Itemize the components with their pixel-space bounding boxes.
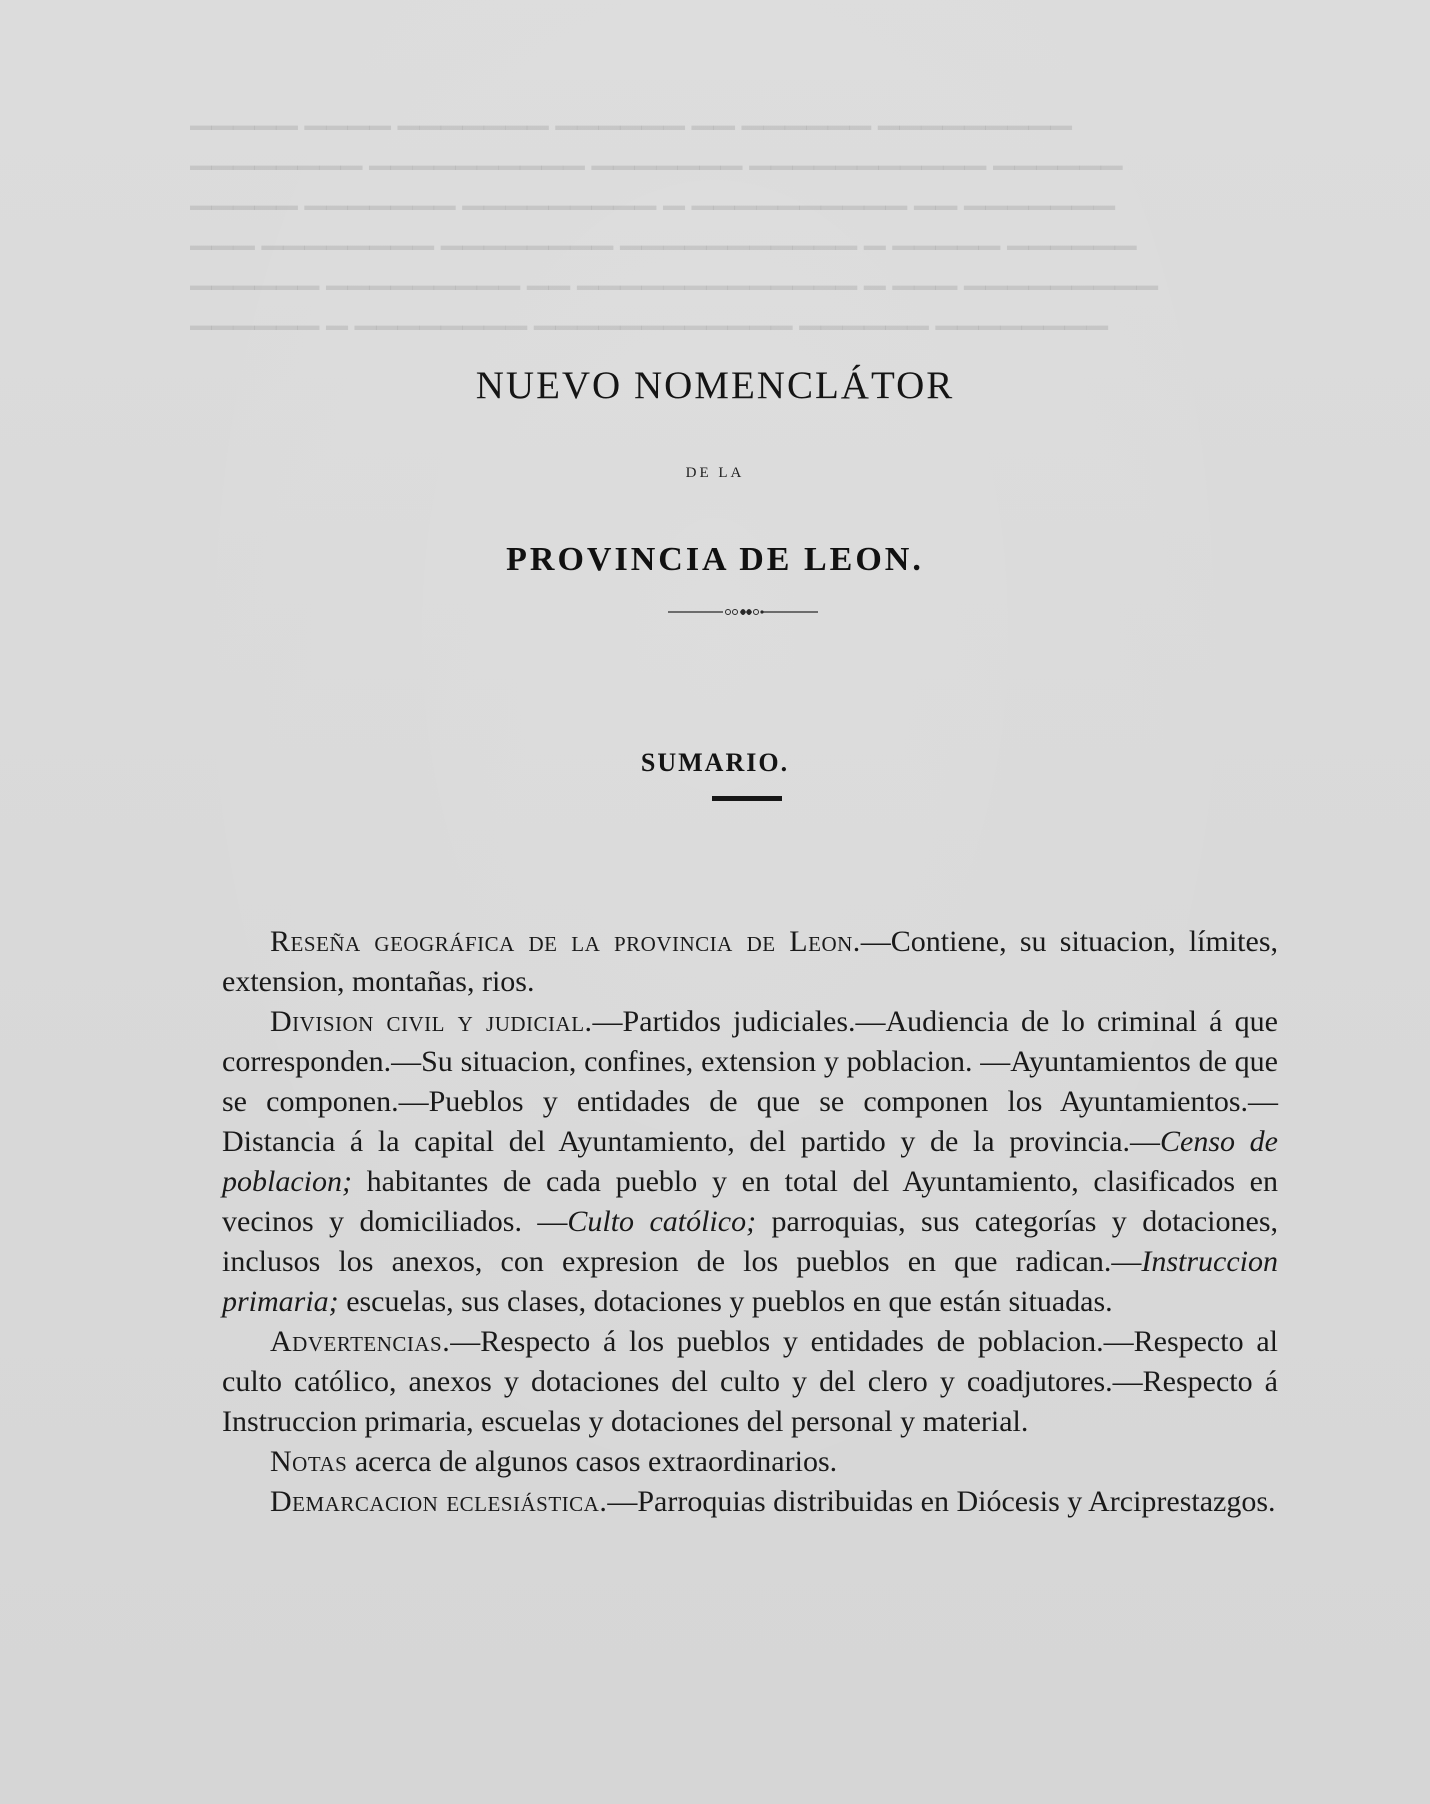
paragraph-advertencias <box>222 1322 1278 1442</box>
paragraph-lead: Reseña geográfica de la provincia de Leon. <box>270 925 861 958</box>
italic-instruccion: Instruccion primaria; <box>222 1245 1278 1318</box>
paragraph-text: parroquias, sus categorías y dotaciones, inclusos los anexos, con expresion de los pueblos en que radican.— <box>222 1205 1278 1278</box>
summary-body <box>222 922 1278 1522</box>
ornament-divider-icon <box>668 602 818 622</box>
paragraph-lead: Demarcacion eclesiástica. <box>270 1485 608 1518</box>
bleed-through-top: ▁▁▁▁▁ ▁▁▁▁ ▁▁▁▁▁▁▁ ▁▁▁▁▁▁ ▁▁ ▁▁▁▁▁▁ ▁▁▁▁▁▁▁▁▁ ▁▁▁▁▁▁▁▁ ▁▁▁▁▁▁▁▁▁▁ ▁▁▁▁▁▁▁ ▁▁▁▁▁▁▁▁▁▁▁ ▁▁▁▁▁▁ ▁▁▁▁▁ ▁▁▁▁▁▁▁ ▁▁▁▁▁▁▁▁▁ ▁ ▁▁▁▁▁▁▁▁▁▁ ▁▁ ▁▁▁▁▁▁▁ ▁▁▁ ▁▁▁▁▁▁▁▁ ▁▁▁▁▁▁▁▁ ▁▁▁▁▁▁▁▁▁▁▁ ▁ ▁▁▁▁▁ ▁▁▁▁▁▁ ▁▁▁▁▁▁ ▁▁▁▁▁▁▁▁▁ ▁▁ ▁▁▁▁▁▁▁▁▁▁▁▁▁ ▁ ▁▁▁ ▁▁▁▁▁▁▁▁▁ ▁▁▁▁▁▁ ▁ ▁▁▁▁▁▁▁▁ ▁▁▁▁▁▁▁▁▁▁▁▁ ▁▁▁▁▁▁ ▁▁▁▁▁▁▁▁ <box>190 99 1158 330</box>
heading-rule <box>712 796 782 801</box>
paragraph-notas <box>222 1442 1278 1482</box>
paragraph-division <box>222 1002 1278 1322</box>
paragraph-text: escuelas, sus clases, dotaciones y pueblos en que están situadas. <box>338 1285 1113 1318</box>
paragraph-lead: Advertencias. <box>270 1325 451 1358</box>
province-title: PROVINCIA DE LEON. <box>506 541 924 578</box>
paragraph-text: acerca de algunos casos extraordinarios. <box>347 1445 838 1478</box>
italic-culto: Culto católico; <box>567 1205 757 1238</box>
paragraph-demarcacion <box>222 1482 1278 1522</box>
paragraph-text: —Contiene, su situacion, límites, extension, montañas, rios. <box>222 925 1278 998</box>
paragraph-text: —Parroquias distribuidas en Diócesis y Arciprestazgos. <box>607 1485 1276 1518</box>
paragraph-text: —Respecto á los pueblos y entidades de poblacion.—Respecto al culto católico, anexos y dotaciones del culto y del clero y coadjutores.—Respecto á Instruccion primaria, escuelas y dotaciones del personal y material. <box>222 1325 1278 1438</box>
paragraph-resena <box>222 922 1278 1002</box>
document-title: NUEVO NOMENCLÁTOR <box>475 364 955 407</box>
paragraph-text: —Partidos judiciales.—Audiencia de lo criminal á que corresponden.—Su situacion, confines, extension y poblacion. —Ayuntamientos de que se componen.—Pueblos y entidades de que se componen los Ayuntamientos.—Distancia á la capital del Ayuntamiento, del partido y de la provincia.— <box>222 1005 1278 1158</box>
paragraph-text: habitantes de cada pueblo y en total del Ayuntamiento, clasificados en vecinos y domiciliados. — <box>222 1165 1278 1238</box>
paragraph-lead: Division civil y judicial. <box>270 1005 593 1038</box>
paragraph-lead: Notas <box>270 1445 348 1478</box>
title-connector: DE LA <box>685 465 745 481</box>
italic-censo: Censo de poblacion; <box>222 1125 1278 1198</box>
section-heading: SUMARIO. <box>640 748 790 777</box>
